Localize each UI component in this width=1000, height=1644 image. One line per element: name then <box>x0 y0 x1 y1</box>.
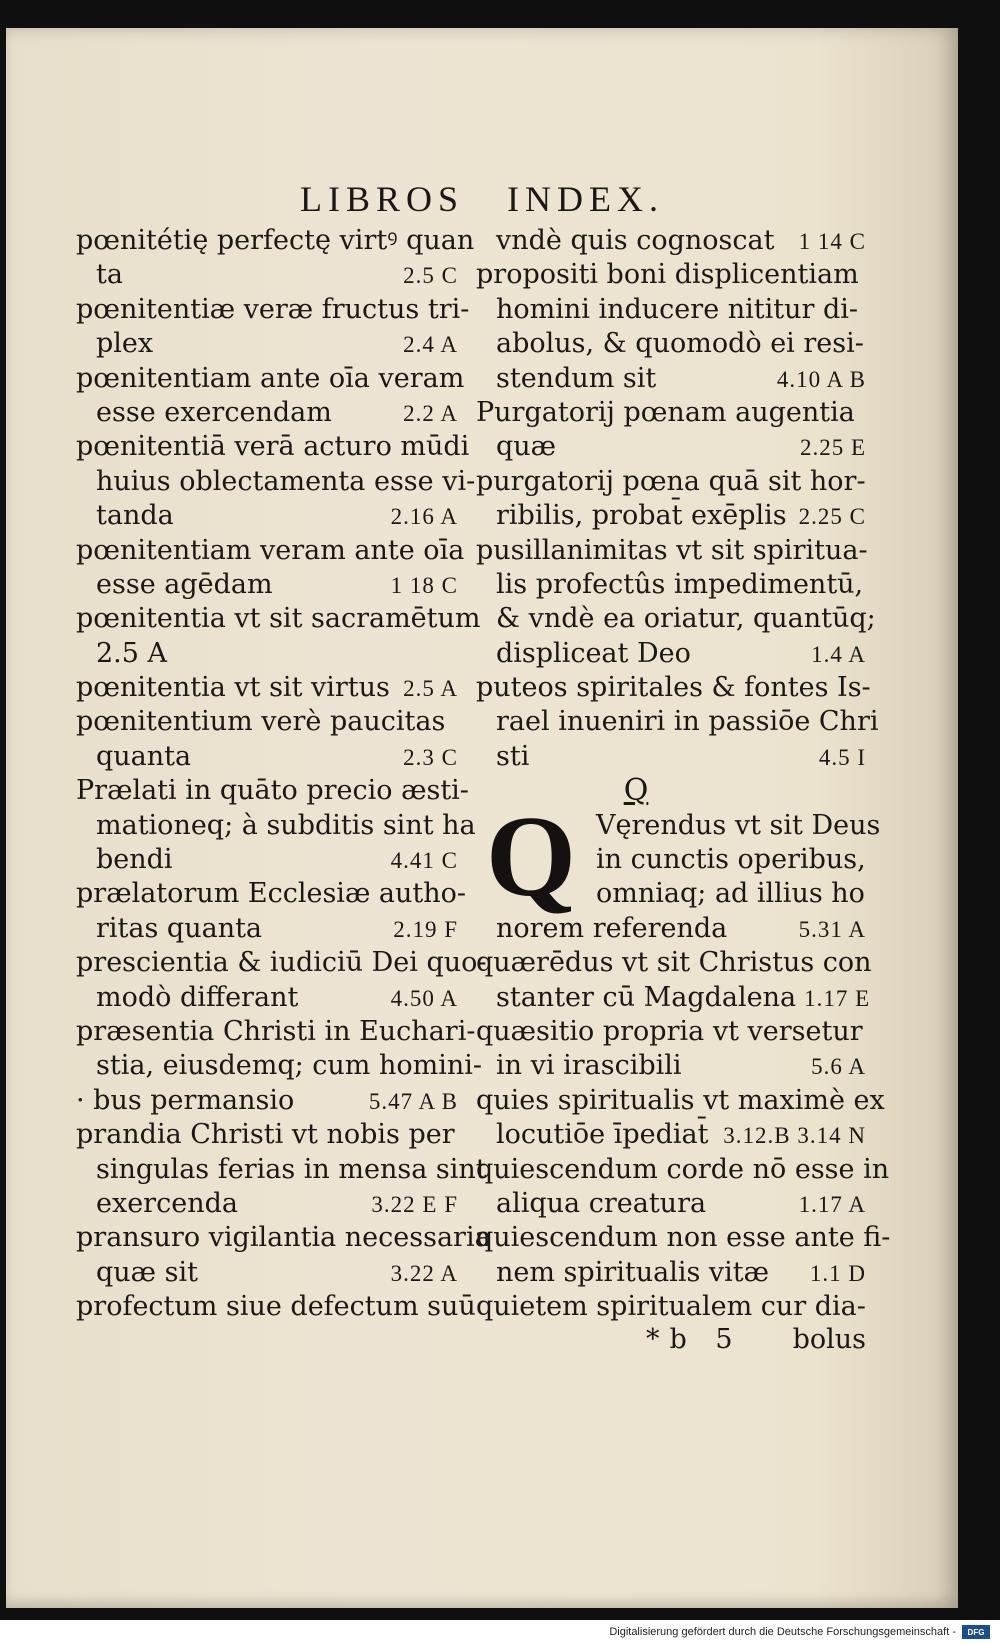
entry-text: abolus, & quomodò ei resi- <box>496 328 864 360</box>
index-entry-line <box>76 327 458 361</box>
index-entry-line <box>596 809 881 843</box>
entry-reference: 5.47 A B <box>368 1088 458 1114</box>
index-entry-line <box>476 1049 866 1083</box>
entry-text: · bus permansio <box>76 1084 295 1116</box>
entry-text: prescientia & iudiciū Dei quo- <box>76 947 487 979</box>
entry-text: in cunctis operibus, <box>596 844 866 876</box>
index-entry-line <box>76 499 458 533</box>
entry-text: quæ <box>496 431 557 463</box>
entry-text: Vęrendus vt sit Deus <box>596 809 881 841</box>
entry-text: tanda <box>96 500 174 532</box>
entry-text: pusillanimitas vt sit spiritua- <box>476 534 868 566</box>
index-entry-line <box>476 602 876 636</box>
entry-reference: 3.12.B 3.14 N <box>723 1123 866 1149</box>
index-entry-line <box>596 877 866 911</box>
section-letter: Q <box>623 773 649 809</box>
entry-text: exercenda <box>96 1187 238 1219</box>
entry-reference: 4.5 I <box>818 744 866 770</box>
entry-reference: 2.5 A <box>403 676 458 702</box>
index-entry-line <box>76 396 458 430</box>
index-entry-line <box>76 1256 458 1290</box>
entry-text: quæ sit <box>96 1256 198 1288</box>
entry-text: stanter cū Magdalena <box>496 981 797 1013</box>
index-entry-line <box>476 1084 885 1118</box>
index-entry-line <box>76 1290 476 1324</box>
entry-reference: 5.31 A <box>798 916 866 942</box>
entry-text: 2.5 A <box>96 637 168 669</box>
right-column-top-entries <box>476 224 879 774</box>
index-entry-line <box>476 637 866 671</box>
entry-text: stia, eiusdemq; cum homini- <box>96 1050 483 1082</box>
entry-text: pœnitentium verè paucitas <box>76 706 446 738</box>
entry-text: quietem spiritualem cur dia- <box>476 1291 866 1323</box>
index-entry-line <box>476 1256 866 1290</box>
entry-reference: 2.4 A <box>403 332 458 358</box>
entry-text: singulas ferias in mensa sint <box>96 1153 487 1185</box>
index-entry-line <box>476 362 866 396</box>
entry-text: stendum sit <box>496 362 657 394</box>
running-head-left: LIBROS <box>299 179 465 219</box>
entry-reference: 2.25 C <box>798 504 866 530</box>
entry-reference: 3.22 E F <box>371 1191 458 1217</box>
entry-text: quiescendum corde nō esse in <box>476 1153 890 1185</box>
entry-text: omniaq; ad illius ho <box>596 878 865 910</box>
index-entry-line <box>476 396 866 430</box>
index-entry-line <box>76 809 476 843</box>
index-entry-line <box>76 1049 483 1083</box>
entry-text: Purgatorij pœnam augentia <box>476 396 855 428</box>
entry-text: quærēdus vt sit Christus con <box>476 947 872 979</box>
index-entry-line <box>476 1187 866 1221</box>
entry-text: prælatorum Ecclesiæ autho- <box>76 878 467 910</box>
entry-text: quanta <box>96 740 192 772</box>
right-column-bottom-entries <box>476 912 891 1325</box>
entry-text: pransuro vigilantia necessaria <box>76 1222 491 1254</box>
entry-text: aliqua creatura <box>496 1187 707 1219</box>
entry-text: & vndè ea oriatur, quantūq; <box>496 603 876 635</box>
index-entry-line <box>76 671 458 705</box>
index-entry-line <box>476 430 866 464</box>
entry-text: præsentia Christi in Euchari- <box>76 1015 476 1047</box>
entry-text: displiceat Deo <box>496 637 691 669</box>
entry-text: bendi <box>96 844 173 876</box>
entry-text: quiescendum non esse ante fi- <box>476 1222 891 1254</box>
entry-text: ritas quanta <box>96 912 263 944</box>
entry-text: pœnitétię perfectę virtꝰ quan <box>76 225 475 256</box>
index-entry-line <box>76 981 458 1015</box>
dfg-logo-icon: DFG <box>962 1625 990 1639</box>
index-entry-line <box>76 705 458 739</box>
index-entry-line <box>76 362 465 396</box>
index-entry-line <box>476 705 879 739</box>
index-entry-line <box>476 1118 866 1152</box>
index-entry-line <box>476 224 866 258</box>
index-entry-line <box>476 534 866 568</box>
index-entry-line <box>476 293 866 327</box>
entry-reference: 2.5 C <box>403 263 458 289</box>
index-entry-line <box>76 843 458 877</box>
entry-reference: 1.17 E <box>804 985 871 1011</box>
index-entry-line <box>76 740 458 774</box>
entry-text: norem referenda <box>496 912 728 944</box>
entry-text: esse agēdam <box>96 568 273 600</box>
entry-text: rael inueniri in passiōe Chri <box>496 706 879 738</box>
entry-text: purgatorij pœna quā sit hor- <box>476 465 866 497</box>
entry-reference: 4.41 C <box>390 848 458 874</box>
index-entry-line <box>76 1015 476 1049</box>
index-entry-line <box>476 1153 890 1187</box>
index-entry-line <box>76 258 458 292</box>
index-entry-line <box>76 1221 491 1255</box>
index-entry-line <box>476 1290 866 1324</box>
entry-reference: 1 14 C <box>798 229 866 254</box>
running-head <box>6 178 958 220</box>
book-page <box>6 28 958 1608</box>
entry-text: esse exercendam <box>96 396 332 428</box>
entry-text: pœnitentiam veram ante oīa <box>76 534 465 566</box>
entry-reference: 1.17 A <box>798 1191 866 1217</box>
entry-text: modò differant <box>96 981 299 1013</box>
index-entry-line <box>476 1015 866 1049</box>
entry-text: pœnitentiā verā acturo mūdi <box>76 431 470 463</box>
entry-text: ta <box>96 259 123 291</box>
entry-text: pœnitentiam ante oīa veram <box>76 362 465 394</box>
entry-reference: 2.16 A <box>390 504 458 530</box>
entry-text: homini inducere nititur di- <box>496 293 859 325</box>
entry-text: profectum siue defectum suū <box>76 1291 476 1323</box>
index-entry-line <box>476 499 866 533</box>
index-entry-line <box>476 740 866 774</box>
index-entry-line <box>596 843 866 877</box>
index-entry-line <box>476 981 871 1015</box>
index-entry-line <box>76 534 465 568</box>
entry-text: quies spiritualis vt maximè ex <box>476 1084 885 1116</box>
entry-reference: 1.4 A <box>811 641 866 667</box>
entry-text: propositi boni displicentiam <box>476 259 859 291</box>
index-entry-line <box>76 465 476 499</box>
entry-text: huius oblectamenta esse vi- <box>96 465 476 497</box>
index-entry-line <box>476 327 866 361</box>
entry-text: nem spiritualis vitæ <box>496 1256 770 1288</box>
entry-text: pœnitentia vt sit sacramētum <box>76 603 481 635</box>
entry-text: prandia Christi vt nobis per <box>76 1119 455 1151</box>
index-entry-line <box>76 602 481 636</box>
index-entry-line <box>76 224 475 258</box>
entry-reference: 4.50 A <box>390 985 458 1011</box>
entry-text: sti <box>496 740 530 772</box>
entry-text: puteos spiritales & fontes Is- <box>476 672 871 704</box>
dropcap-lines <box>596 809 881 912</box>
index-entry-line <box>476 258 866 292</box>
index-entry-line <box>76 1084 458 1118</box>
entry-text: ribilis, probat̄ exēplis <box>496 500 787 532</box>
entry-reference: 3.22 A <box>390 1260 458 1286</box>
entry-text: quæsitio propria vt versetur <box>476 1015 863 1047</box>
digitization-footer <box>0 1620 1000 1644</box>
index-entry-line <box>76 293 470 327</box>
index-entry-line <box>76 1118 458 1152</box>
entry-text: mationeq; à subditis sint ha <box>96 809 476 841</box>
entry-reference: 2.19 F <box>393 916 458 942</box>
entry-reference: 2.3 C <box>403 744 458 770</box>
index-entry-line <box>76 568 458 602</box>
footer-credit: Digitalisierung gefördert durch die Deutsche Forschungsgemeinschaft - <box>609 1626 956 1638</box>
catchword: bolus <box>792 1324 866 1355</box>
dropcap-entry <box>476 792 881 921</box>
running-head-right: INDEX. <box>507 179 664 219</box>
entry-text: lis profectûs impedimentū, <box>496 568 864 600</box>
entry-reference: 2.25 E <box>799 435 866 461</box>
entry-text: Prælati in quāto precio æsti- <box>76 775 469 807</box>
index-entry-line <box>76 1187 458 1221</box>
index-entry-line <box>76 637 458 671</box>
index-entry-line <box>476 465 866 499</box>
signature-mark: *b 5 <box>646 1324 743 1355</box>
entry-reference: 1.1 D <box>809 1260 866 1286</box>
entry-text: pœnitentiæ veræ fructus tri- <box>76 293 470 325</box>
entry-text: locutiōe īpediat̄ <box>496 1119 709 1151</box>
index-entry-line <box>76 946 487 980</box>
index-entry-line <box>476 946 872 980</box>
entry-reference: 2.2 A <box>403 400 458 426</box>
dropcap-initial: Q <box>485 792 577 921</box>
entry-text: vndè quis cognoscat <box>496 225 775 256</box>
index-column-right <box>476 224 891 1325</box>
index-entry-line <box>76 774 469 808</box>
entry-reference: 4.10 A B <box>776 366 866 392</box>
index-entry-line <box>476 671 871 705</box>
index-entry-line <box>476 568 866 602</box>
entry-text: plex <box>96 328 154 360</box>
index-entry-line <box>476 1221 891 1255</box>
entry-text: in vi irascibili <box>496 1050 682 1082</box>
entry-reference: 5.6 A <box>811 1054 866 1080</box>
index-entry-line <box>76 877 467 911</box>
index-entry-line <box>76 430 470 464</box>
index-entry-line <box>76 1153 487 1187</box>
index-column-left <box>76 224 491 1325</box>
index-entry-line <box>76 912 458 946</box>
entry-reference: 1 18 C <box>390 572 458 598</box>
entry-text: pœnitentia vt sit virtus <box>76 672 390 704</box>
page-foot <box>476 1324 866 1355</box>
